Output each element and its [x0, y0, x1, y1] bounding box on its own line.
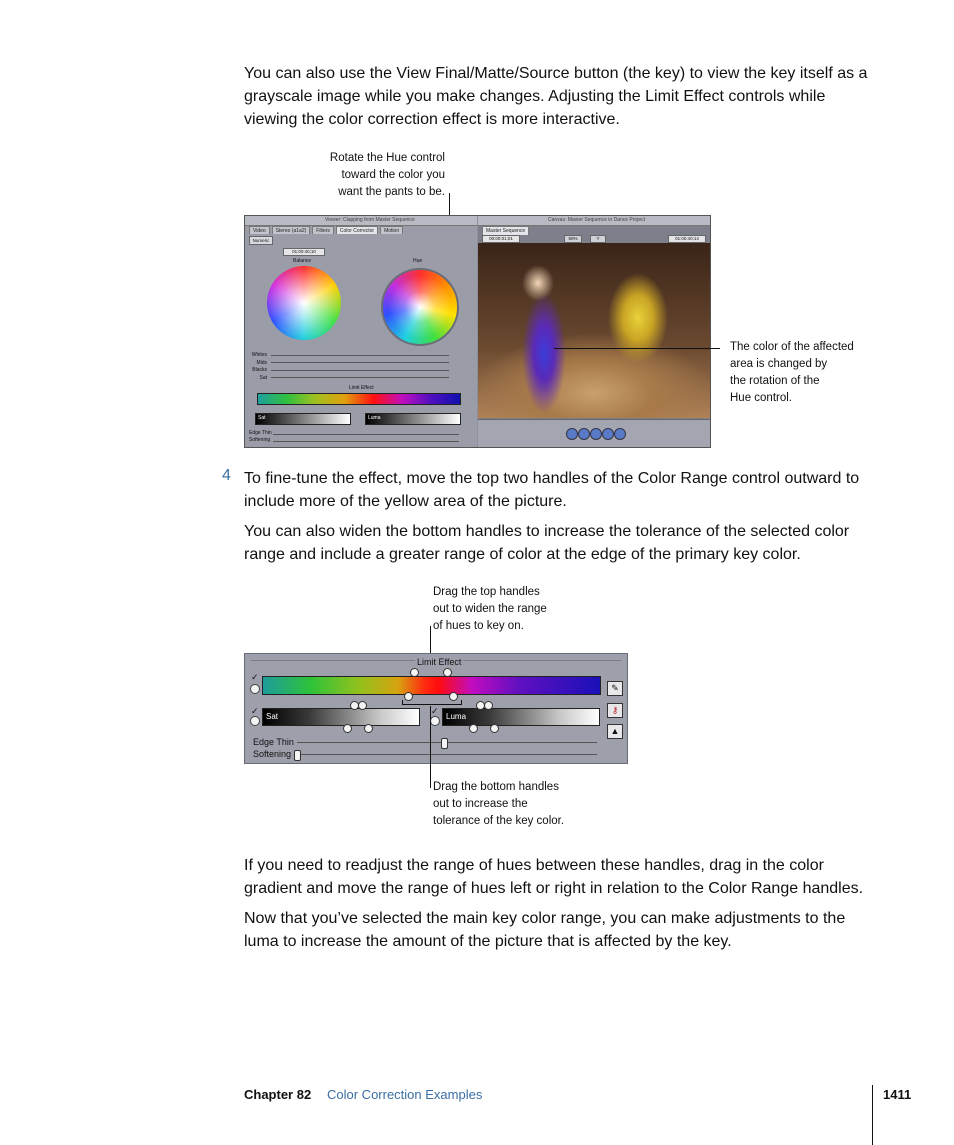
page-number: 1411 — [883, 1087, 912, 1102]
whites-slider[interactable] — [271, 355, 449, 356]
limit-effect-label: Limit Effect — [349, 385, 374, 391]
viewer-tabs — [249, 226, 403, 234]
play-in-out-button[interactable] — [566, 428, 578, 440]
slider-label-mids: Mids — [256, 359, 267, 366]
luma-label: Luma — [368, 415, 381, 421]
callout-line: tolerance of the key color. — [433, 815, 565, 827]
callout-line: Hue control. — [730, 392, 793, 404]
hue-wheel[interactable] — [381, 268, 459, 346]
canvas-timecode-right[interactable]: 01:00:40;14 — [668, 235, 706, 243]
color-range-top-right-handle[interactable] — [443, 668, 452, 677]
edge-thin-label: Edge Thin — [249, 430, 272, 436]
eyedropper-button[interactable]: ✎ — [607, 681, 623, 696]
softening-slider[interactable] — [297, 754, 597, 755]
tab-filters[interactable]: Filters — [312, 226, 334, 234]
step-4-text: To fine-tune the effect, move the top two handles of the Color Range control outward to include more of the yellow area of the picture. — [244, 470, 860, 510]
zoom-popup[interactable]: 50% — [564, 235, 582, 243]
screenshot-limit-effect — [244, 653, 628, 764]
callout-line: want the pants to be. — [338, 186, 445, 198]
canvas-window — [478, 216, 710, 447]
softening-slider[interactable] — [273, 441, 459, 442]
luma-bottom-left-handle[interactable] — [469, 724, 478, 733]
footer-chapter: Chapter 82 — [244, 1087, 312, 1102]
slider-labels — [249, 352, 267, 382]
footer-chapter-title[interactable]: Color Correction Examples — [327, 1087, 483, 1102]
luma-top-right-handle[interactable] — [484, 701, 493, 710]
callout-affected-area — [730, 339, 880, 407]
intro-paragraph: You can also use the View Final/Matte/Source button (the key) to view the key itself as a grayscale image while you make changes. Adjusting the Limit Effect controls while viewing the color correction effect is more interactive. — [244, 65, 868, 128]
luma-gradient[interactable] — [442, 708, 600, 726]
readjust-paragraph: If you need to readjust the range of hues between these handles, drag in the color gradient and move the range of hues left or right in relation to the Color Range handles. — [244, 857, 864, 897]
viewer-window — [245, 216, 477, 447]
transport-controls — [478, 419, 710, 447]
luma-bottom-right-handle[interactable] — [490, 724, 499, 733]
color-range-reverse-button[interactable] — [250, 684, 260, 694]
edge-thin-label: Edge Thin — [253, 737, 294, 747]
callout-line: toward the color you — [341, 169, 445, 181]
bottom-handles-paragraph: You can also widen the bottom handles to increase the tolerance of the selected color range and include a greater range of color at the edge of the primary key color. — [244, 523, 850, 563]
tab-color-corrector[interactable]: Color Corrector — [336, 226, 378, 234]
callout-line: out to increase the — [433, 798, 528, 810]
slider-label-blacks: Blacks — [252, 367, 267, 373]
play-button[interactable] — [590, 428, 602, 440]
edge-thin-thumb[interactable] — [441, 738, 448, 749]
footer-divider — [872, 1085, 873, 1145]
luma-gradient[interactable] — [365, 413, 461, 425]
callout-line: Drag the top handles — [433, 586, 540, 598]
viewer-title: Viewer: Clapping from Master Sequence — [325, 217, 415, 223]
step-number: 4 — [222, 467, 231, 484]
sat-bottom-left-handle[interactable] — [343, 724, 352, 733]
luma-checkbox[interactable]: ✓ — [431, 706, 439, 716]
callout-hue-control — [300, 150, 445, 201]
softening-label: Softening — [249, 437, 271, 443]
callout-line: out to widen the range — [433, 603, 547, 615]
tab-stereo[interactable]: Stereo (a1a2) — [272, 226, 311, 234]
color-range-gradient[interactable] — [262, 676, 601, 695]
tab-motion[interactable]: Motion — [380, 226, 403, 234]
tab-master-sequence[interactable]: Master Sequence — [482, 226, 529, 235]
matte-view-button[interactable]: ▲ — [607, 724, 623, 739]
callout-bottom-handles — [433, 779, 603, 830]
balance-label: Balance — [293, 258, 312, 264]
leader-line — [430, 706, 431, 788]
sat-label: Sat — [266, 712, 279, 721]
slider-label-sat: Sat — [259, 374, 267, 381]
edge-thin-slider[interactable] — [273, 434, 459, 435]
play-around-button[interactable] — [614, 428, 626, 440]
timecode-field[interactable]: 01:00:40;10 — [283, 248, 325, 256]
softening-label: Softening — [253, 749, 292, 759]
previous-edit-button[interactable] — [578, 428, 590, 440]
callout-line: The color of the affected — [730, 341, 854, 353]
blacks-slider[interactable] — [271, 370, 449, 371]
tab-video[interactable]: Video — [249, 226, 270, 234]
sat-top-right-handle[interactable] — [358, 701, 367, 710]
mids-slider[interactable] — [271, 362, 449, 363]
sat-checkbox[interactable]: ✓ — [251, 706, 259, 716]
balance-wheel[interactable] — [267, 266, 341, 340]
limit-effect-label: Limit Effect — [417, 657, 462, 667]
color-range-top-left-handle[interactable] — [410, 668, 419, 677]
callout-line: Rotate the Hue control — [329, 152, 445, 164]
dancers-video-frame — [478, 243, 710, 418]
color-range-bottom-left-handle[interactable] — [404, 692, 413, 701]
canvas-titlebar — [478, 216, 710, 226]
color-range-checkbox[interactable]: ✓ — [251, 672, 259, 682]
callout-line: the rotation of the — [730, 375, 820, 387]
slider-label-whites: Whites — [251, 352, 267, 358]
viewer-titlebar — [245, 216, 477, 226]
view-popup[interactable]: Y — [590, 235, 606, 243]
edge-softening-labels — [249, 430, 272, 444]
sat-gradient[interactable] — [262, 708, 420, 726]
callout-line: Drag the bottom handles — [433, 781, 559, 793]
callout-line: area is changed by — [730, 358, 828, 370]
color-range-bottom-right-handle[interactable] — [449, 692, 458, 701]
key-view-button[interactable]: ⚷ — [607, 703, 623, 718]
sat-slider[interactable] — [271, 377, 449, 378]
luma-label: Luma — [446, 712, 467, 721]
callout-top-handles — [433, 584, 593, 635]
numeric-button[interactable]: Numeric — [249, 236, 273, 245]
luma-reverse-button[interactable] — [430, 716, 440, 726]
callout-line: of hues to key on. — [433, 620, 524, 632]
canvas-timecode[interactable]: 00:00:01;01 — [482, 235, 520, 243]
hue-label: Hue — [413, 258, 423, 264]
color-range-gradient[interactable] — [257, 393, 461, 405]
luma-paragraph: Now that you’ve selected the main key color range, you can make adjustments to the luma to increase the amount of the picture that is affected by the key. — [244, 910, 846, 950]
screenshot-viewer-canvas — [244, 215, 711, 448]
sat-reverse-button[interactable] — [250, 716, 260, 726]
sat-label: Sat — [258, 415, 266, 421]
canvas-title: Canvas: Master Sequence in Dance Project — [548, 217, 645, 223]
sat-bottom-right-handle[interactable] — [364, 724, 373, 733]
sat-gradient[interactable] — [255, 413, 351, 425]
leader-line — [554, 348, 720, 349]
softening-thumb[interactable] — [294, 750, 301, 761]
next-edit-button[interactable] — [602, 428, 614, 440]
